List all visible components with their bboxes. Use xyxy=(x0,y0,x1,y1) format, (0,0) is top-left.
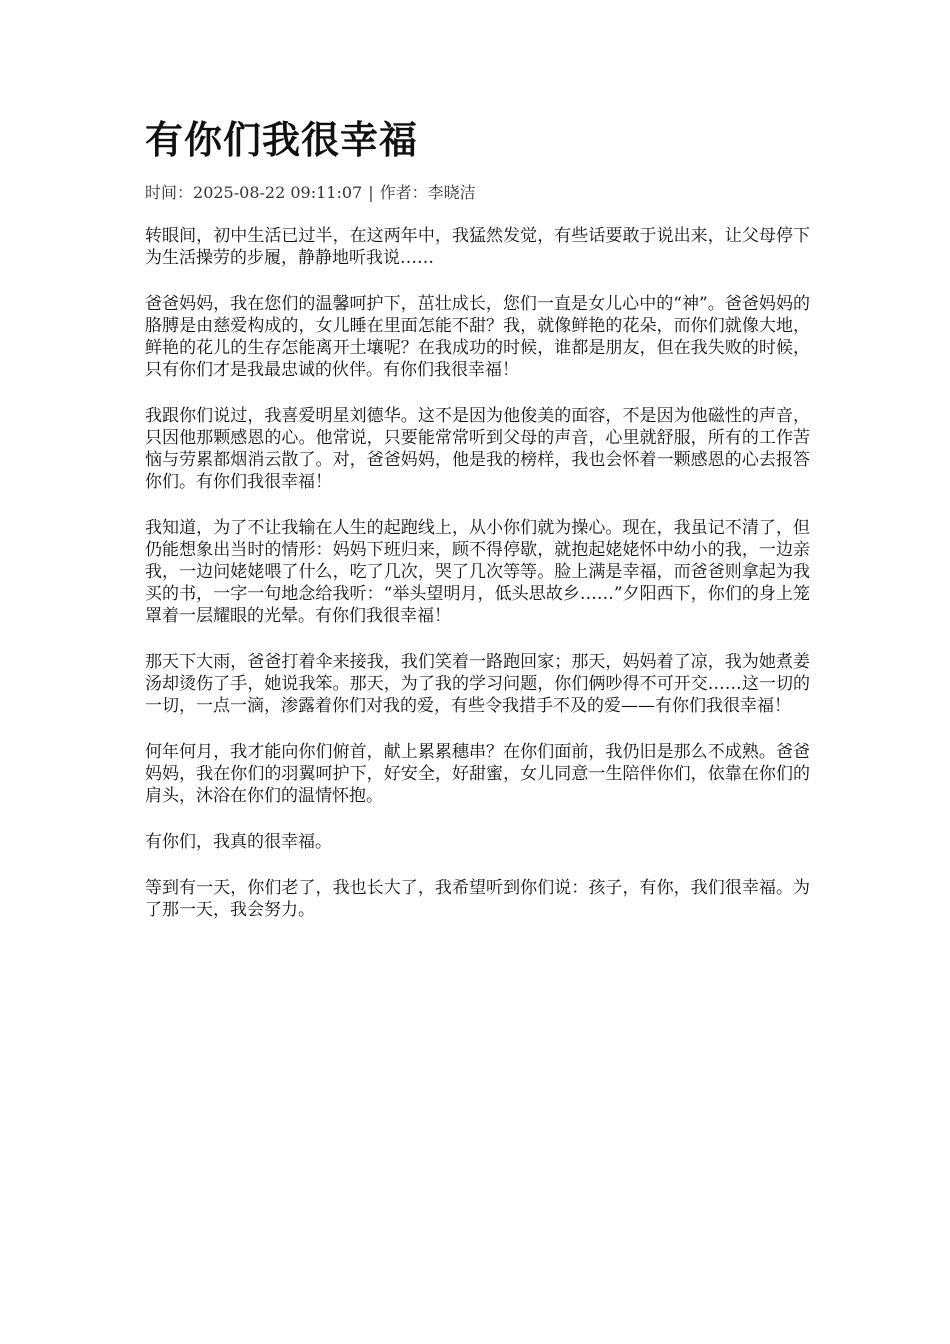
paragraph: 转眼间，初中生活已过半，在这两年中，我猛然发觉，有些话要敢于说出来，让父母停下为生活操劳的步履，静静地听我说…… xyxy=(145,226,810,268)
article-body xyxy=(145,225,810,921)
article-meta xyxy=(145,181,810,205)
paragraph: 有你们，我真的很幸福。 xyxy=(145,832,332,852)
time-label: 时间： xyxy=(145,183,194,202)
paragraph: 等到有一天，你们老了，我也长大了，我希望听到你们说：孩子，有你，我们很幸福。为了那一天，我会努力。 xyxy=(145,878,810,920)
paragraph: 何年何月，我才能向你们俯首，献上累累穗串？在你们面前，我仍旧是那么不成熟。爸爸妈妈，我在你们的羽翼呵护下，好安全，好甜蜜，女儿同意一生陪伴你们，依靠在你们的肩头，沐浴在你们的温情怀抱。 xyxy=(145,742,810,806)
paragraph: 我跟你们说过，我喜爱明星刘德华。这不是因为他俊美的面容，不是因为他磁性的声音，只因他那颗感恩的心。他常说，只要能常常听到父母的声音，心里就舒服，所有的工作苦恼与劳累都烟消云散了。对，爸爸妈妈，他是我的榜样，我也会怀着一颗感恩的心去报答你们。有你们我很幸福！ xyxy=(145,406,810,492)
publish-time: 2025-08-22 09:11:07 xyxy=(193,183,363,202)
meta-separator: | xyxy=(368,183,374,202)
paragraph: 我知道，为了不让我输在人生的起跑线上，从小你们就为操心。现在，我虽记不清了，但仍能想象出当时的情形：妈妈下班归来，顾不得停歇，就抱起姥姥怀中幼小的我，一边亲我，一边问姥姥喂了什么，吃了几次，哭了几次等等。脸上满是幸福，而爸爸则拿起为我买的书，一字一句地念给我听：“举头望明月，低头思故乡……”夕阳西下，你们的身上笼罩着一层耀眼的光晕。有你们我很幸福！ xyxy=(145,518,810,626)
paragraph: 爸爸妈妈，我在您们的温馨呵护下，茁壮成长，您们一直是女儿心中的“神”。爸爸妈妈的胳膊是由慈爱构成的，女儿睡在里面怎能不甜？我，就像鲜艳的花朵，而你们就像大地，鲜艳的花儿的生存怎能离开土壤呢？在我成功的时候，谁都是朋友，但在我失败的时候，只有你们才是我最忠诚的伙伴。有你们我很幸福！ xyxy=(145,294,810,380)
article-title: 有你们我很幸福 xyxy=(145,117,419,162)
paragraph: 那天下大雨，爸爸打着伞来接我，我们笑着一路跑回家；那天，妈妈着了凉，我为她煮姜汤却烫伤了手，她说我笨。那天，为了我的学习问题，你们俩吵得不可开交……这一切的一切，一点一滴，渗露着你们对我的爱，有些令我措手不及的爱——有你们我很幸福！ xyxy=(145,652,810,716)
author-label: 作者： xyxy=(379,183,428,202)
article xyxy=(145,110,810,945)
author-name: 李晓洁 xyxy=(427,183,476,202)
